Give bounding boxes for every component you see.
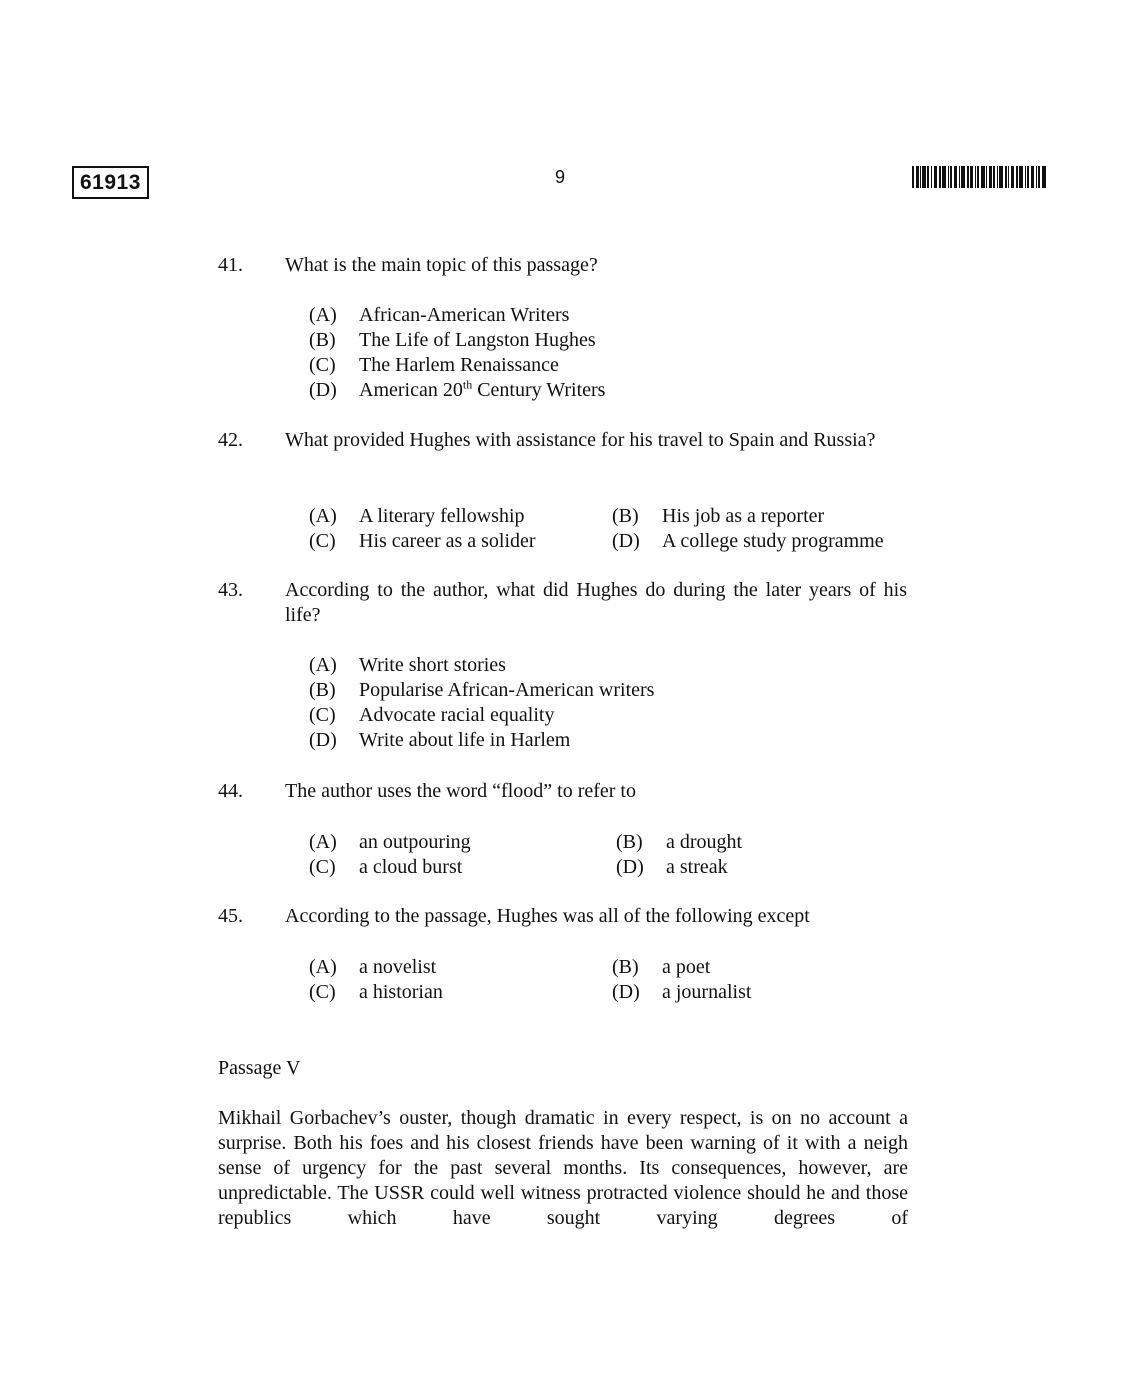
option-b: (B) Popularise African-American writers xyxy=(309,679,655,701)
question-number: 41. xyxy=(218,254,243,276)
option-a: (A) African-American Writers xyxy=(309,304,570,326)
option-d: (D) a journalist xyxy=(612,981,752,1003)
option-b: (B) The Life of Langston Hughes xyxy=(309,329,596,351)
option-c: (C) His career as a solider xyxy=(309,530,536,552)
passage-text: Mikhail Gorbachev’s ouster, though dramatic in every respect, is on no account a surprise. Both his foes and his closest friends have been warning of it with a neigh sense of urgency for the past several months. Its consequences, however, are unpredictable. The USSR could well witness protracted violence should he and those republics which have sought varying degrees of xyxy=(218,1107,908,1229)
question-number: 43. xyxy=(218,579,243,601)
question-text: What is the main topic of this passage? xyxy=(285,254,598,276)
option-d: (D) a streak xyxy=(616,856,728,878)
option-d: (D) A college study programme xyxy=(612,530,884,552)
page-number: 9 xyxy=(554,167,565,187)
question-text: The author uses the word “flood” to refer to xyxy=(285,780,636,802)
question-number: 45. xyxy=(218,905,243,927)
option-c: (C) The Harlem Renaissance xyxy=(309,354,559,376)
paper-code: 61913 xyxy=(72,166,149,199)
question-number: 42. xyxy=(218,429,243,451)
question-text: According to the passage, Hughes was all of the following except xyxy=(285,905,810,927)
question-text: According to the author, what did Hughes do during the later years of his life? xyxy=(285,579,907,626)
option-b: (B) a drought xyxy=(616,831,743,853)
option-c: (C) a historian xyxy=(309,981,443,1003)
option-d: (D) Write about life in Harlem xyxy=(309,729,571,751)
question-text: What provided Hughes with assistance for his travel to Spain and Russia? xyxy=(285,429,876,451)
option-a: (A) an outpouring xyxy=(309,831,471,853)
option-b: (B) a poet xyxy=(612,956,711,978)
option-c: (C) Advocate racial equality xyxy=(309,704,555,726)
passage-title: Passage V xyxy=(218,1057,301,1079)
question-number: 44. xyxy=(218,780,243,802)
option-c: (C) a cloud burst xyxy=(309,856,463,878)
option-a: (A) Write short stories xyxy=(309,654,506,676)
option-a: (A) A literary fellowship xyxy=(309,505,525,527)
barcode-icon xyxy=(912,166,1046,188)
option-b: (B) His job as a reporter xyxy=(612,505,825,527)
option-a: (A) a novelist xyxy=(309,956,437,978)
option-d: (D) American 20th Century Writers xyxy=(309,377,606,401)
